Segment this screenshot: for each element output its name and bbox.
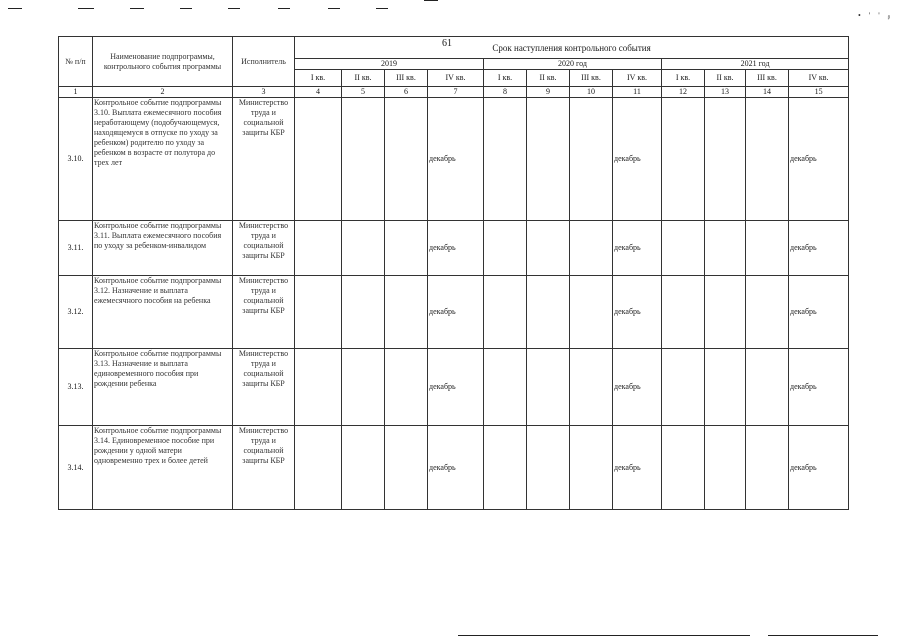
deadline-cell (295, 276, 342, 349)
scan-dash (8, 8, 22, 9)
column-number: 8 (484, 87, 527, 98)
deadline-cell: декабрь (613, 221, 662, 276)
deadline-cell (570, 98, 613, 221)
deadline-cell (342, 98, 385, 221)
deadline-cell (385, 276, 428, 349)
quarter-header: III кв. (385, 70, 428, 87)
deadline-cell: декабрь (428, 276, 484, 349)
table-row (59, 349, 849, 426)
scan-dash (328, 8, 340, 9)
deadline-cell (705, 98, 746, 221)
table-row (59, 426, 849, 510)
deadline-cell (295, 221, 342, 276)
column-number: 2 (93, 87, 233, 98)
row-number: 3.10. (59, 98, 93, 221)
deadline-header: Срок наступления контрольного события (295, 37, 849, 59)
row-number: 3.11. (59, 221, 93, 276)
executor: Министерство труда и социальной защиты КБР (233, 349, 295, 426)
quarter-header: III кв. (570, 70, 613, 87)
deadline-cell (662, 276, 705, 349)
column-number: 13 (705, 87, 746, 98)
column-number: 3 (233, 87, 295, 98)
executor: Министерство труда и социальной защиты КБР (233, 276, 295, 349)
event-description: Контрольное событие подпрограммы 3.14. Единовременное пособие при рождении у одной матери одновременно трех и более детей (93, 426, 233, 510)
deadline-cell: декабрь (613, 349, 662, 426)
quarter-header: I кв. (662, 70, 705, 87)
deadline-cell (527, 98, 570, 221)
deadline-cell (527, 276, 570, 349)
event-description: Контрольное событие подпрограммы 3.12. Назначение и выплата ежемесячного пособия на ребенка (93, 276, 233, 349)
deadline-cell (342, 221, 385, 276)
deadline-cell (484, 98, 527, 221)
column-number: 12 (662, 87, 705, 98)
scan-bottom-line (768, 635, 878, 636)
deadline-cell: декабрь (613, 276, 662, 349)
deadline-cell: декабрь (789, 221, 849, 276)
corner-marks: • ' ' ᵦ (858, 11, 893, 20)
deadline-cell (662, 98, 705, 221)
col-executor-header: Исполнитель (233, 37, 295, 87)
column-number: 1 (59, 87, 93, 98)
col-number-header: № п/п (59, 37, 93, 87)
column-number: 7 (428, 87, 484, 98)
deadline-cell (570, 276, 613, 349)
deadline-cell (295, 426, 342, 510)
quarter-header: III кв. (746, 70, 789, 87)
deadline-cell (662, 426, 705, 510)
deadline-cell (295, 349, 342, 426)
column-number: 6 (385, 87, 428, 98)
deadline-cell: декабрь (613, 98, 662, 221)
table-row (59, 221, 849, 276)
deadline-cell (705, 276, 746, 349)
deadline-cell (746, 221, 789, 276)
executor: Министерство труда и социальной защиты КБР (233, 426, 295, 510)
year-header: 2021 год (662, 59, 849, 70)
column-number: 4 (295, 87, 342, 98)
quarter-header: II кв. (342, 70, 385, 87)
deadline-cell (570, 349, 613, 426)
scan-dash (228, 8, 240, 9)
deadline-cell (746, 349, 789, 426)
quarter-header: I кв. (295, 70, 342, 87)
deadline-cell (746, 276, 789, 349)
row-number: 3.12. (59, 276, 93, 349)
deadline-cell (746, 98, 789, 221)
scan-dash (278, 8, 290, 9)
year-header: 2020 год (484, 59, 662, 70)
quarter-header: I кв. (484, 70, 527, 87)
deadline-cell (342, 276, 385, 349)
deadline-cell (527, 221, 570, 276)
deadline-cell (570, 221, 613, 276)
deadline-cell (527, 426, 570, 510)
deadline-cell (385, 426, 428, 510)
column-number: 11 (613, 87, 662, 98)
deadline-cell (385, 98, 428, 221)
quarter-header: IV кв. (428, 70, 484, 87)
event-description: Контрольное событие подпрограммы 3.11. Выплата ежемесячного пособия по уходу за ребенком-инвалидом (93, 221, 233, 276)
executor: Министерство труда и социальной защиты КБР (233, 98, 295, 221)
deadline-cell: декабрь (789, 426, 849, 510)
deadline-cell (342, 426, 385, 510)
event-description: Контрольное событие подпрограммы 3.13. Назначение и выплата единовременного пособия при рождении ребенка (93, 349, 233, 426)
deadline-cell (662, 221, 705, 276)
deadline-cell (484, 221, 527, 276)
table-row (59, 276, 849, 349)
quarter-header: II кв. (705, 70, 746, 87)
row-number: 3.13. (59, 349, 93, 426)
deadline-cell (705, 221, 746, 276)
deadline-cell: декабрь (789, 98, 849, 221)
quarter-header: IV кв. (613, 70, 662, 87)
deadline-cell (705, 349, 746, 426)
scan-dash (180, 8, 192, 9)
quarter-header: IV кв. (789, 70, 849, 87)
deadline-cell (527, 349, 570, 426)
scan-dash (376, 8, 388, 9)
row-number: 3.14. (59, 426, 93, 510)
deadline-cell (484, 426, 527, 510)
deadline-cell (746, 426, 789, 510)
column-number: 15 (789, 87, 849, 98)
executor: Министерство труда и социальной защиты КБР (233, 221, 295, 276)
deadline-cell: декабрь (789, 276, 849, 349)
deadline-cell: декабрь (428, 349, 484, 426)
event-description: Контрольное событие подпрограммы 3.10. Выплата ежемесячного пособия неработающему (подобучающемуся, находящемуся в отпуске по уходу за ребенком) родителю по уходу за ребенком в возрасте от полутора до трех лет (93, 98, 233, 221)
year-header: 2019 (295, 59, 484, 70)
page-number: 61 (442, 38, 452, 49)
deadline-cell (662, 349, 705, 426)
deadline-cell (342, 349, 385, 426)
column-number: 14 (746, 87, 789, 98)
deadline-cell: декабрь (428, 98, 484, 221)
column-number: 10 (570, 87, 613, 98)
deadline-cell (295, 98, 342, 221)
deadline-cell (705, 426, 746, 510)
deadline-cell (385, 221, 428, 276)
deadline-cell (570, 426, 613, 510)
deadline-cell (484, 276, 527, 349)
deadline-cell: декабрь (428, 221, 484, 276)
col-name-header: Наименование подпрограммы, контрольного события программы (93, 37, 233, 87)
control-events-table (58, 36, 849, 510)
column-number: 9 (527, 87, 570, 98)
deadline-cell: декабрь (613, 426, 662, 510)
scan-dash (78, 8, 94, 9)
deadline-cell (385, 349, 428, 426)
scan-dash (130, 8, 144, 9)
deadline-cell (484, 349, 527, 426)
scan-bottom-line (458, 635, 750, 636)
quarter-header: II кв. (527, 70, 570, 87)
deadline-cell: декабрь (789, 349, 849, 426)
table-row (59, 98, 849, 221)
deadline-cell: декабрь (428, 426, 484, 510)
scan-dash (424, 0, 438, 1)
column-number: 5 (342, 87, 385, 98)
